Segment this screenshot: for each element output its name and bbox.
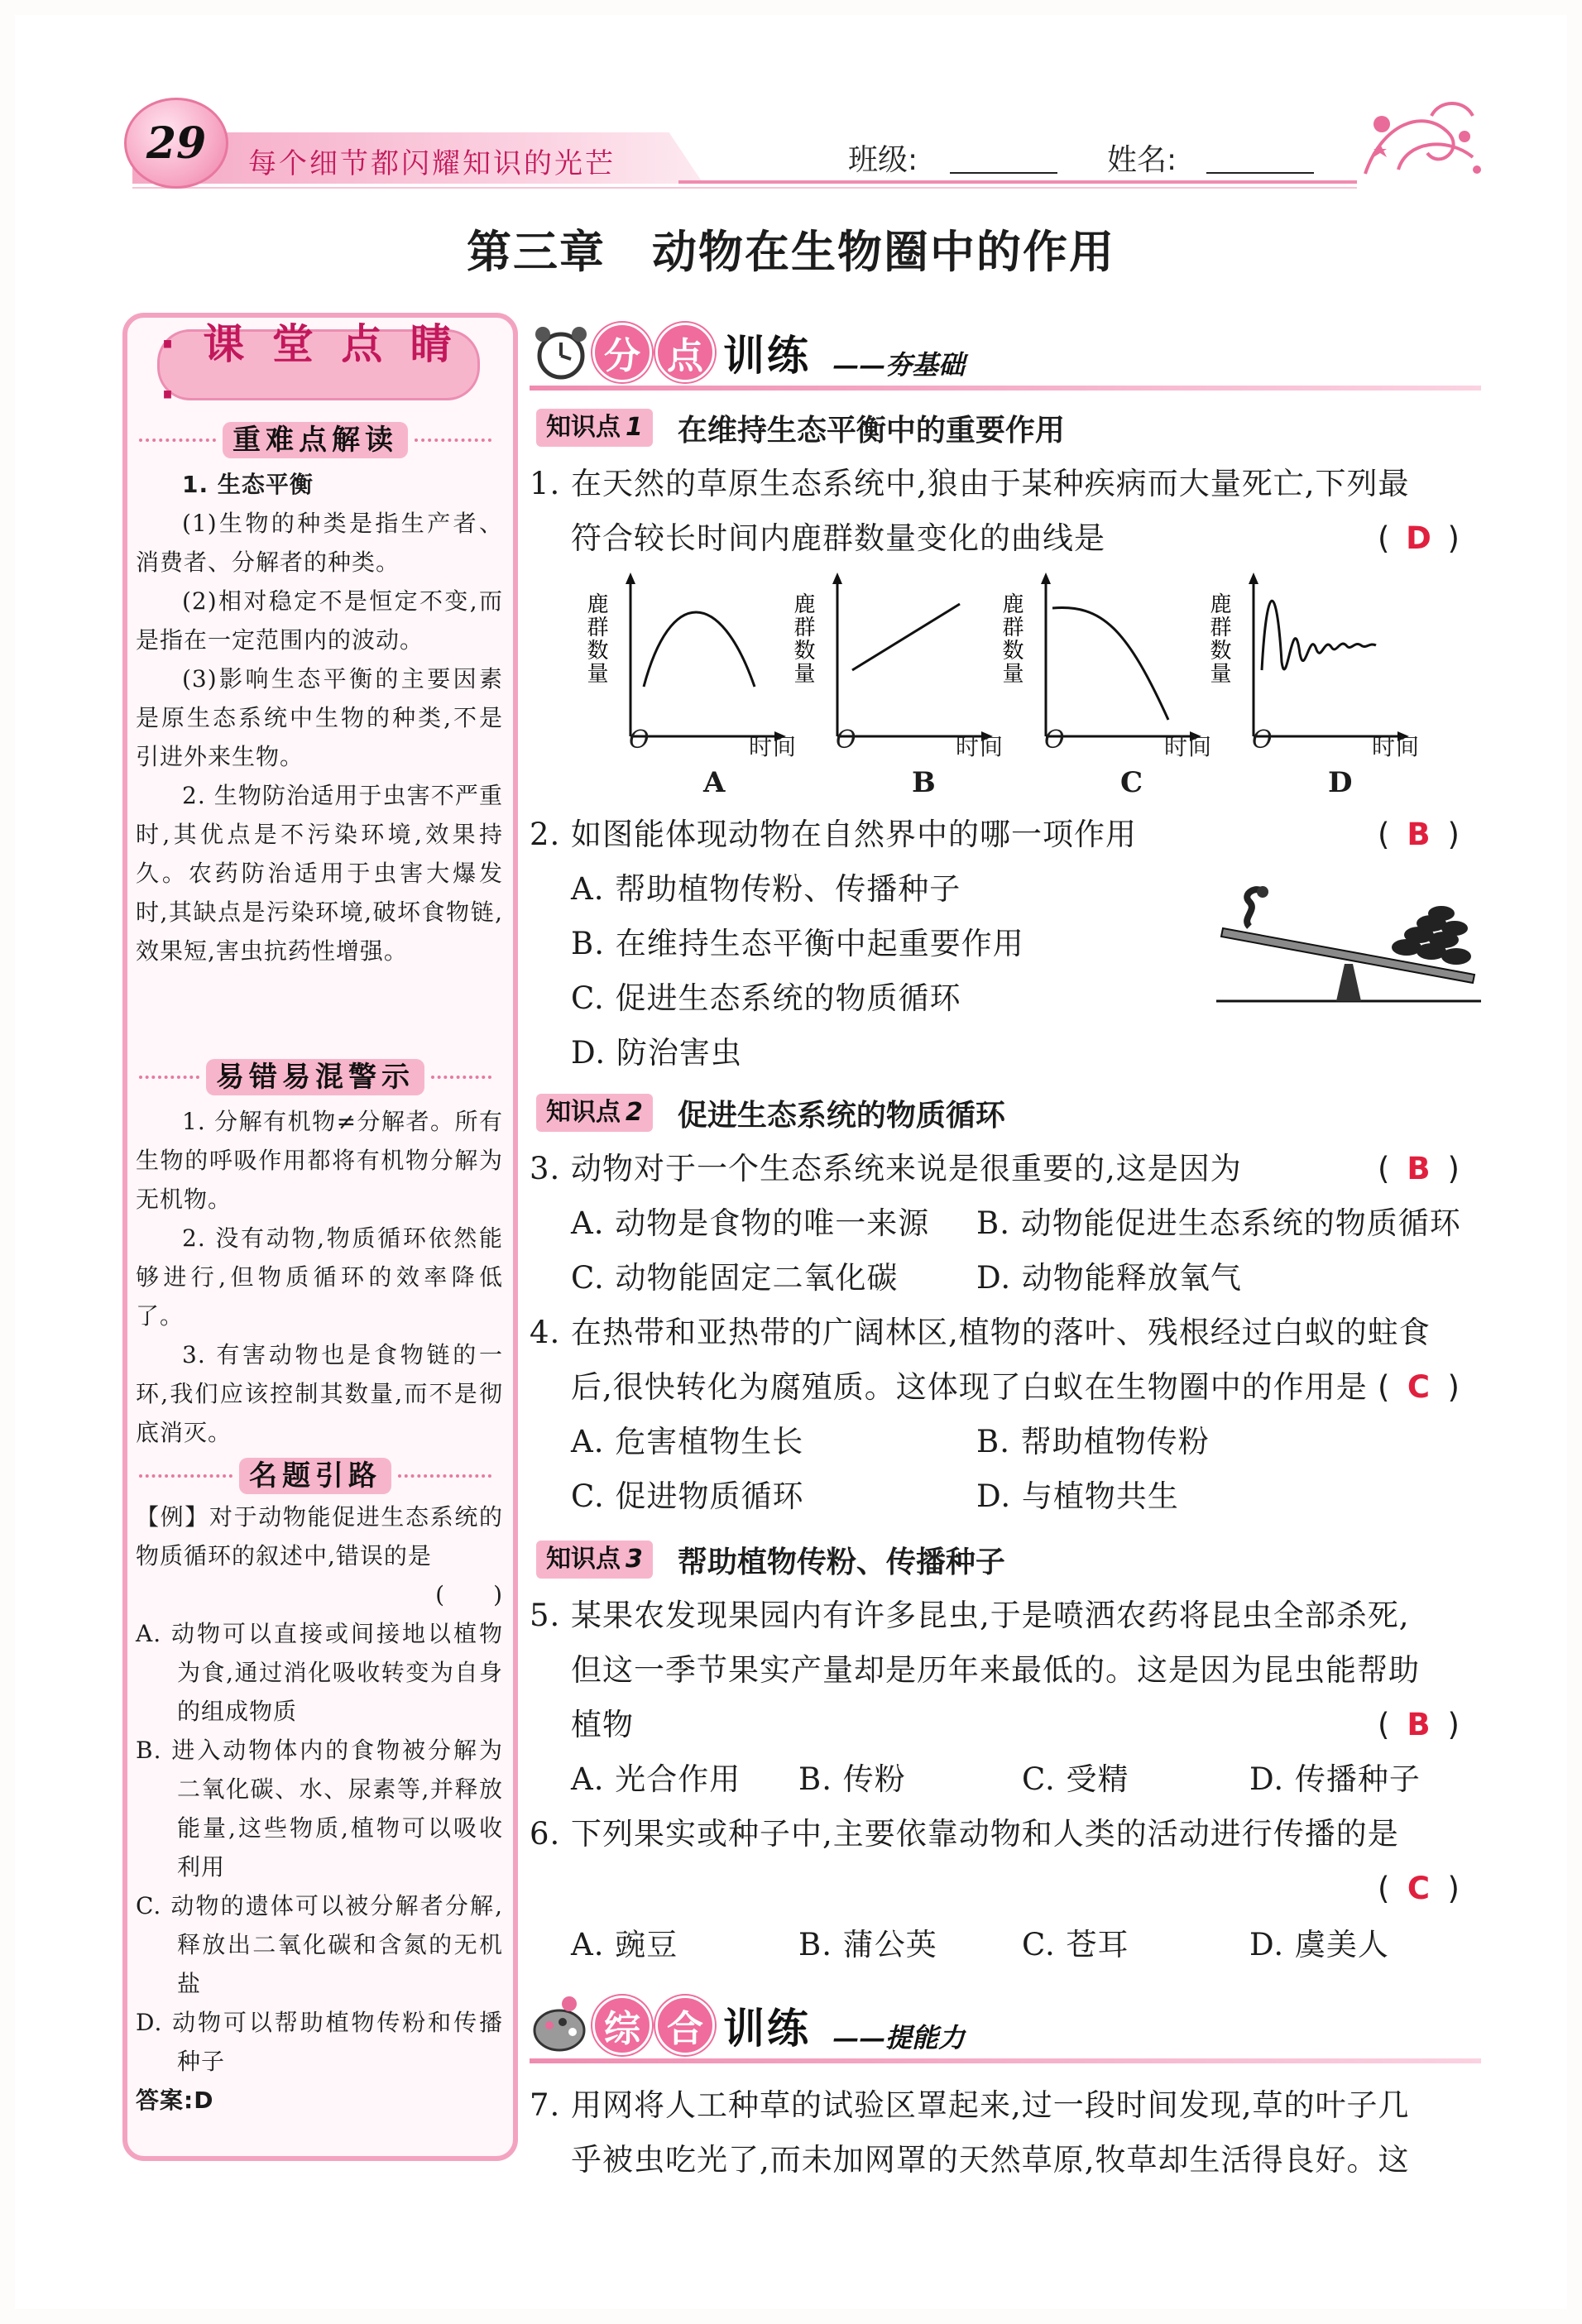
curve-b (852, 604, 960, 670)
curve-a (644, 612, 755, 687)
graph-label-a: A (703, 766, 726, 799)
banner2-rule (530, 2058, 1481, 2063)
name-label: 姓名: (1107, 143, 1177, 177)
question-1: 1. 在天然的草原生态系统中,狼由于某种疾病而大量死亡,下列最 符合较长时间内鹿群数量变化的曲线是 (530, 466, 1410, 556)
graph-a-origin: O (629, 726, 650, 755)
example-heading: 名题引路 (132, 1458, 498, 1494)
header-slogan: 每个细节都闪耀知识的光芒 (248, 147, 616, 180)
graph-b-origin: O (836, 726, 857, 755)
svg-text:鹿群数量: 鹿群数量 (790, 592, 815, 685)
graph-c-xlabel: 时间 (1164, 733, 1213, 760)
question-4: 4. 在热带和亚热带的广阔林区,植物的落叶、残根经过白蚁的蛀食 后,很快转化为腐殖质。这体现了白蚁在生物圈中的作用是 (530, 1315, 1431, 1405)
class-field[interactable] (950, 172, 1057, 174)
header-rule-thin (132, 187, 1357, 189)
option-b: B. 在维持生态平衡中起重要作用 (571, 926, 1024, 961)
answer-5: ( B ) (1378, 1707, 1460, 1742)
palette-icon (530, 1994, 592, 2057)
q3-option-b: B. 动物能促进生态系统的物质循环 (976, 1205, 1461, 1241)
snake-icon (1247, 886, 1268, 927)
answer-6: ( C ) (1378, 1871, 1460, 1906)
sidebar-title: · 课 堂 点 睛 · (157, 329, 480, 400)
mistakes-text: 1. 分解有机物≠分解者。所有生物的呼吸作用都将有机物分解为无机物。 2. 没有动物,物质循环依然能够进行,但物质循环的效率降低了。 3. 有害动物也是食物链的一环,我们应该控制其数量,而不是彻底消灭。 (136, 1108, 503, 1446)
knowledge-point-1: 知识点 1 在维持生态平衡中的重要作用 (536, 409, 1065, 447)
q4-option-d: D. 与植物共生 (976, 1478, 1179, 1514)
graph-label-c: C (1120, 766, 1143, 799)
banner2-word: 训练 (723, 2005, 811, 2053)
q6-option-a: A. 豌豆 (571, 1927, 678, 1962)
svg-text:鹿群数量: 鹿群数量 (583, 592, 608, 685)
floral-ornament-icon (1349, 91, 1489, 190)
svg-text:鹿群数量: 鹿群数量 (1206, 592, 1231, 685)
answer-1: ( D ) (1378, 520, 1460, 556)
graph-c-origin: O (1044, 726, 1066, 755)
question-7: 7. 用网将人工种草的试验区罩起来,过一段时间发现,草的叶子几 乎被虫吃光了,而未加网罩的天然草原,牧草却生活得良好。这 (530, 2087, 1410, 2178)
answer-3: ( B ) (1378, 1151, 1460, 1186)
option-c: C. 促进生态系统的物质循环 (571, 980, 961, 1016)
q5-option-b: B. 传粉 (798, 1761, 906, 1797)
section-banner-comprehensive (530, 1994, 965, 2057)
q3-option-d: D. 动物能释放氧气 (976, 1260, 1242, 1296)
knowledge-point-3: 知识点 3 帮助植物传粉、传播种子 (536, 1541, 1005, 1579)
header-rule (678, 180, 1357, 184)
graph-d-xlabel: 时间 (1372, 733, 1421, 760)
alarm-clock-icon (530, 321, 592, 384)
q5-option-c: C. 受精 (1022, 1761, 1129, 1797)
option-d: D. 防治害虫 (571, 1035, 742, 1071)
class-label: 班级: (848, 143, 918, 177)
key-points-heading: 重难点解读 (132, 422, 498, 458)
example-answer: 答案:D (136, 2087, 214, 2114)
graph-label-b: B (912, 766, 936, 799)
question-2: 2. 如图能体现动物在自然界中的哪一项作用 A. 帮助植物传粉、传播种子 B. 在维持生态平衡中起重要作用 C. 促进生态系统的物质循环 D. 防治害虫 (530, 807, 1481, 1081)
banner-rule (530, 386, 1481, 391)
banner-char-1: 分 (592, 323, 652, 382)
example-question: 【例】对于动物能促进生态系统的物质循环的叙述中,错误的是 ( ) A. 动物可以直接或间接地以植物为食,通过消化吸收转变为自身的组成物质 B. 进入动物体内的食物被分解为二氧化碳、水、尿素等,并释放能量,这些物质,植物可以吸收利用 C. 动物的遗体可以被分解者分解,释放出二氧化碳和含氮的无机盐 D. 动物可以帮助植物传粉和传播种子 答案:D (136, 1497, 503, 2120)
question-6: 6. 下列果实或种子中,主要依靠动物和人类的活动进行传播的是 (530, 1816, 1399, 1852)
chapter-title: 第三章 动物在生物圈中的作用 (467, 226, 1115, 278)
q4-option-a: A. 危害植物生长 (571, 1424, 804, 1459)
svg-text:鹿群数量: 鹿群数量 (999, 592, 1024, 685)
banner-char-2: 点 (655, 323, 715, 382)
graph-label-d: D (1328, 766, 1353, 799)
key-points-text: 1. 生态平衡 (1)生物的种类是指生产者、消费者、分解者的种类。 (2)相对稳定不是恒定不变,而是指在一定范围内的波动。 (3)影响生态平衡的主要因素是原生态系统中生物的种类,不是引进外来生物。 2. 生物防治适用于虫害不严重时,其优点是不污染环境,效果持久。农药防治适用于虫害大爆发时,其缺点是污染环境,破坏食物链,效果短,害虫抗药性增强。 (136, 471, 503, 965)
graph-a-xlabel: 时间 (749, 733, 798, 760)
question-3: 3. 动物对于一个生态系统来说是很重要的,这是因为 (530, 1151, 1242, 1186)
q5-option-d: D. 传播种子 (1249, 1761, 1421, 1797)
option-a: A. 帮助植物传粉、传播种子 (571, 871, 961, 907)
q4-option-b: B. 帮助植物传粉 (976, 1424, 1210, 1459)
graph-b-xlabel: 时间 (956, 733, 1004, 760)
banner-tag: ——夯基础 (832, 349, 966, 381)
q5-option-a: A. 光合作用 (571, 1761, 741, 1797)
graph-d-origin: O (1252, 726, 1273, 755)
banner2-char-2: 合 (655, 1996, 715, 2055)
page-number: 29 (124, 98, 228, 189)
q6-option-b: B. 蒲公英 (798, 1927, 937, 1962)
question-5: 5. 某果农发现果园内有许多昆虫,于是喷洒农药将昆虫全部杀死, 但这一季节果实产量却是历年来最低的。这是因为昆虫能帮助 植物 (530, 1598, 1420, 1742)
seesaw-illustration (1216, 885, 1481, 1009)
q6-option-d: D. 虞美人 (1249, 1927, 1389, 1962)
q6-option-c: C. 苍耳 (1022, 1927, 1129, 1962)
curve-c (1052, 607, 1168, 720)
answer-2: ( B ) (1378, 817, 1460, 852)
banner2-char-1: 综 (592, 1996, 652, 2055)
banner2-tag: ——提能力 (832, 2022, 966, 2053)
frogs-icon (1392, 906, 1471, 965)
curve-d (1262, 601, 1376, 670)
name-field[interactable] (1206, 172, 1314, 174)
answer-4: ( C ) (1378, 1369, 1460, 1405)
banner-word: 训练 (723, 332, 811, 380)
section-banner-practice (530, 321, 965, 384)
mistakes-heading: 易错易混警示 (132, 1059, 498, 1095)
q3-option-c: C. 动物能固定二氧化碳 (571, 1260, 899, 1296)
q4-option-c: C. 促进物质循环 (571, 1478, 804, 1514)
knowledge-point-2: 知识点 2 促进生态系统的物质循环 (536, 1094, 1005, 1132)
q3-option-a: A. 动物是食物的唯一来源 (571, 1205, 930, 1241)
